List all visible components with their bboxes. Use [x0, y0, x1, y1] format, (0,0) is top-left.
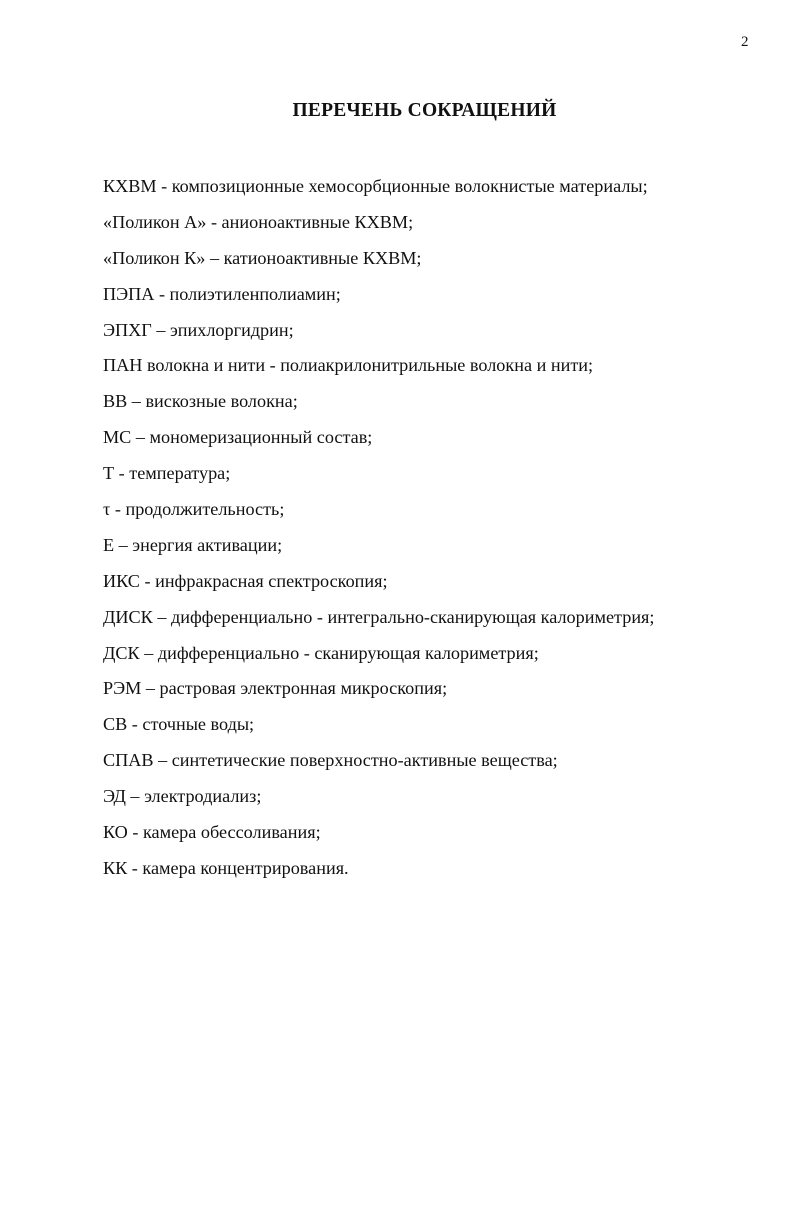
list-item: ДИСК – дифференциально - интегрально-сканирующая калориметрия;	[103, 606, 655, 627]
list-item: МС – мономеризационный состав;	[103, 427, 373, 448]
list-item: ЭПХГ – эпихлоргидрин;	[103, 319, 294, 340]
page-title: ПЕРЕЧЕНЬ СОКРАЩЕНИЙ	[292, 100, 557, 121]
list-item: ПЭПА - полиэтиленполиамин;	[103, 283, 341, 304]
page-number: 2	[741, 34, 749, 50]
list-item: КХВМ - композиционные хемосорбционные волокнистые материалы;	[103, 176, 648, 196]
list-item: ИКС - инфракрасная спектроскопия;	[103, 570, 388, 591]
list-item: «Поликон К» – катионоактивные КХВМ;	[103, 247, 422, 268]
list-item: СВ - сточные воды;	[103, 714, 255, 735]
list-item: ДСК – дифференциально - сканирующая калориметрия;	[103, 642, 539, 663]
list-item: РЭМ – растровая электронная микроскопия;	[103, 678, 448, 699]
list-item: КК - камера концентрирования.	[103, 857, 349, 878]
list-item: КО - камера обессоливания;	[103, 822, 321, 843]
list-item: τ - продолжительность;	[103, 499, 285, 520]
list-item: ВВ – вискозные волокна;	[103, 391, 298, 412]
list-item: Т - температура;	[103, 463, 231, 484]
list-item: СПАВ – синтетические поверхностно-активные вещества;	[103, 750, 558, 771]
list-item: «Поликон А» - анионоактивные КХВМ;	[103, 211, 414, 232]
list-item: Е – энергия активации;	[103, 534, 283, 555]
abbreviation-list	[103, 173, 773, 891]
list-item: ПАН волокна и нити - полиакрилонитрильные волокна и нити;	[103, 355, 594, 376]
list-item: ЭД – электродиализ;	[103, 786, 262, 807]
